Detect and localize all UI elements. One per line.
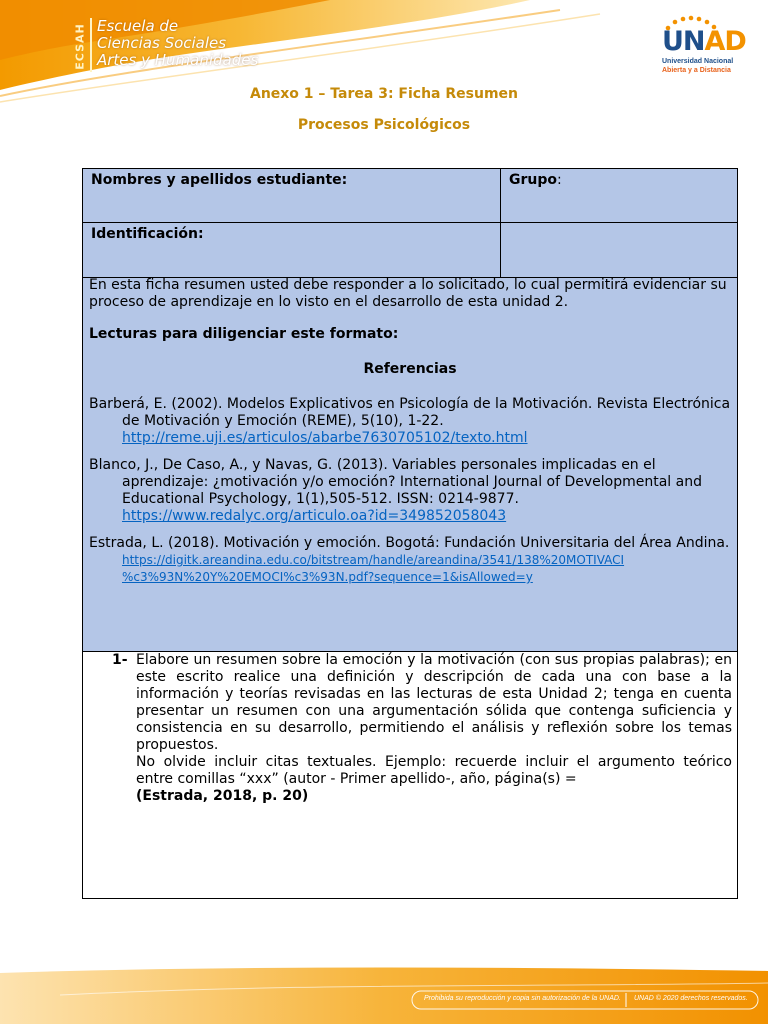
- task-citation-example: (Estrada, 2018, p. 20): [136, 788, 309, 804]
- school-name: [97, 18, 258, 69]
- reference-link[interactable]: https://digitk.areandina.edu.co/bitstream/handle/areandina/3541/138%20MOTIVACI: [122, 553, 625, 567]
- school-line-1: Escuela de: [97, 17, 179, 35]
- footer-banner: [0, 965, 768, 1024]
- task-item: [112, 652, 732, 805]
- identification-value-field[interactable]: [501, 223, 737, 277]
- ecsah-divider: [90, 18, 92, 72]
- reference-link-continued[interactable]: %c3%93N%20Y%20EMOCI%c3%93N.pdf?sequence=1&isAllowed=y: [122, 570, 533, 584]
- intro-paragraph: En esta ficha resumen usted debe responder a lo solicitado, lo cual permitirá evidenciar su proceso de aprendizaje en lo visto en el desarrollo de esta unidad 2.: [89, 277, 727, 310]
- task-text: [136, 652, 732, 805]
- ecsah-tag: ECSAH: [73, 22, 87, 70]
- unad-logo-line-2: Abierta y a Distancia: [662, 67, 731, 74]
- reference-link[interactable]: http://reme.uji.es/articulos/abarbe7630705102/texto.html: [122, 430, 528, 446]
- document-subtitle: Procesos Psicológicos: [297, 117, 471, 133]
- instructions-section: [89, 277, 731, 586]
- identification-label: Identificación:: [91, 226, 204, 242]
- reference-item: Blanco, J., De Caso, A., y Navas, G. (2013). Variables personales implicadas en el aprendizaje: ¿motivación y/o emoción? International Journal of Developmental and Educational Psychology, 1(1),505-512. ISSN: 0214-9877. https://www.redalyc.org/articulo.oa?id=349852058043: [89, 457, 702, 524]
- school-line-2: Ciencias Sociales: [97, 34, 227, 52]
- footer-copyright-notice: Prohibida su reproducción y copia sin autorización de la UNAD.: [424, 995, 621, 1002]
- reference-item: Estrada, L. (2018). Motivación y emoción. Bogotá: Fundación Universitaria del Área Andina. https://digitk.areandina.edu.co/bitstream/handle/areandina/3541/138%20MOTIVACI %c3%93N%20Y%20EMOCI%c3%93N.pdf?sequence=1&isAllowed=y: [89, 535, 730, 584]
- footer-rights-notice: UNAD © 2020 derechos reservados.: [634, 995, 748, 1002]
- unad-logo-wordmark: UNAD: [662, 26, 746, 57]
- reference-item: Barberá, E. (2002). Modelos Explicativos en Psicología de la Motivación. Revista Electrónica de Motivación y Emoción (REME), 5(10), 1-22. http://reme.uji.es/articulos/abarbe7630705102/texto.html: [89, 396, 731, 446]
- task-note: No olvide incluir citas textuales. Ejemplo: recuerde incluir el argumento teórico entre comillas “xxx” (autor - Primer apellido-, año, página(s) =: [136, 754, 732, 787]
- unad-logo-line-1: Universidad Nacional: [662, 58, 734, 65]
- reference-link[interactable]: https://www.redalyc.org/articulo.oa?id=349852058043: [122, 508, 507, 524]
- task-number: 1-: [112, 652, 128, 668]
- references-heading: Referencias: [363, 361, 457, 377]
- document-title: Anexo 1 – Tarea 3: Ficha Resumen: [249, 86, 518, 102]
- student-name-label: Nombres y apellidos estudiante:: [91, 172, 348, 188]
- unad-logo: [654, 14, 754, 80]
- task-instructions: Elabore un resumen sobre la emoción y la motivación (con sus propias palabras); en este escrito realice una definición y descripción de cada una con base a la información y teorías revisadas en las lecturas de esta Unidad 2; tenga en cuenta presentar un resumen con una argumentación sólida que contenga suficiencia y consistencia en su desarrollo, permitiendo el análisis y reflexión sobre los temas propuestos.: [136, 652, 732, 753]
- readings-heading: Lecturas para diligenciar este formato:: [89, 326, 399, 342]
- group-label: Grupo:: [509, 172, 562, 188]
- school-line-3: Artes y Humanidades: [97, 51, 259, 69]
